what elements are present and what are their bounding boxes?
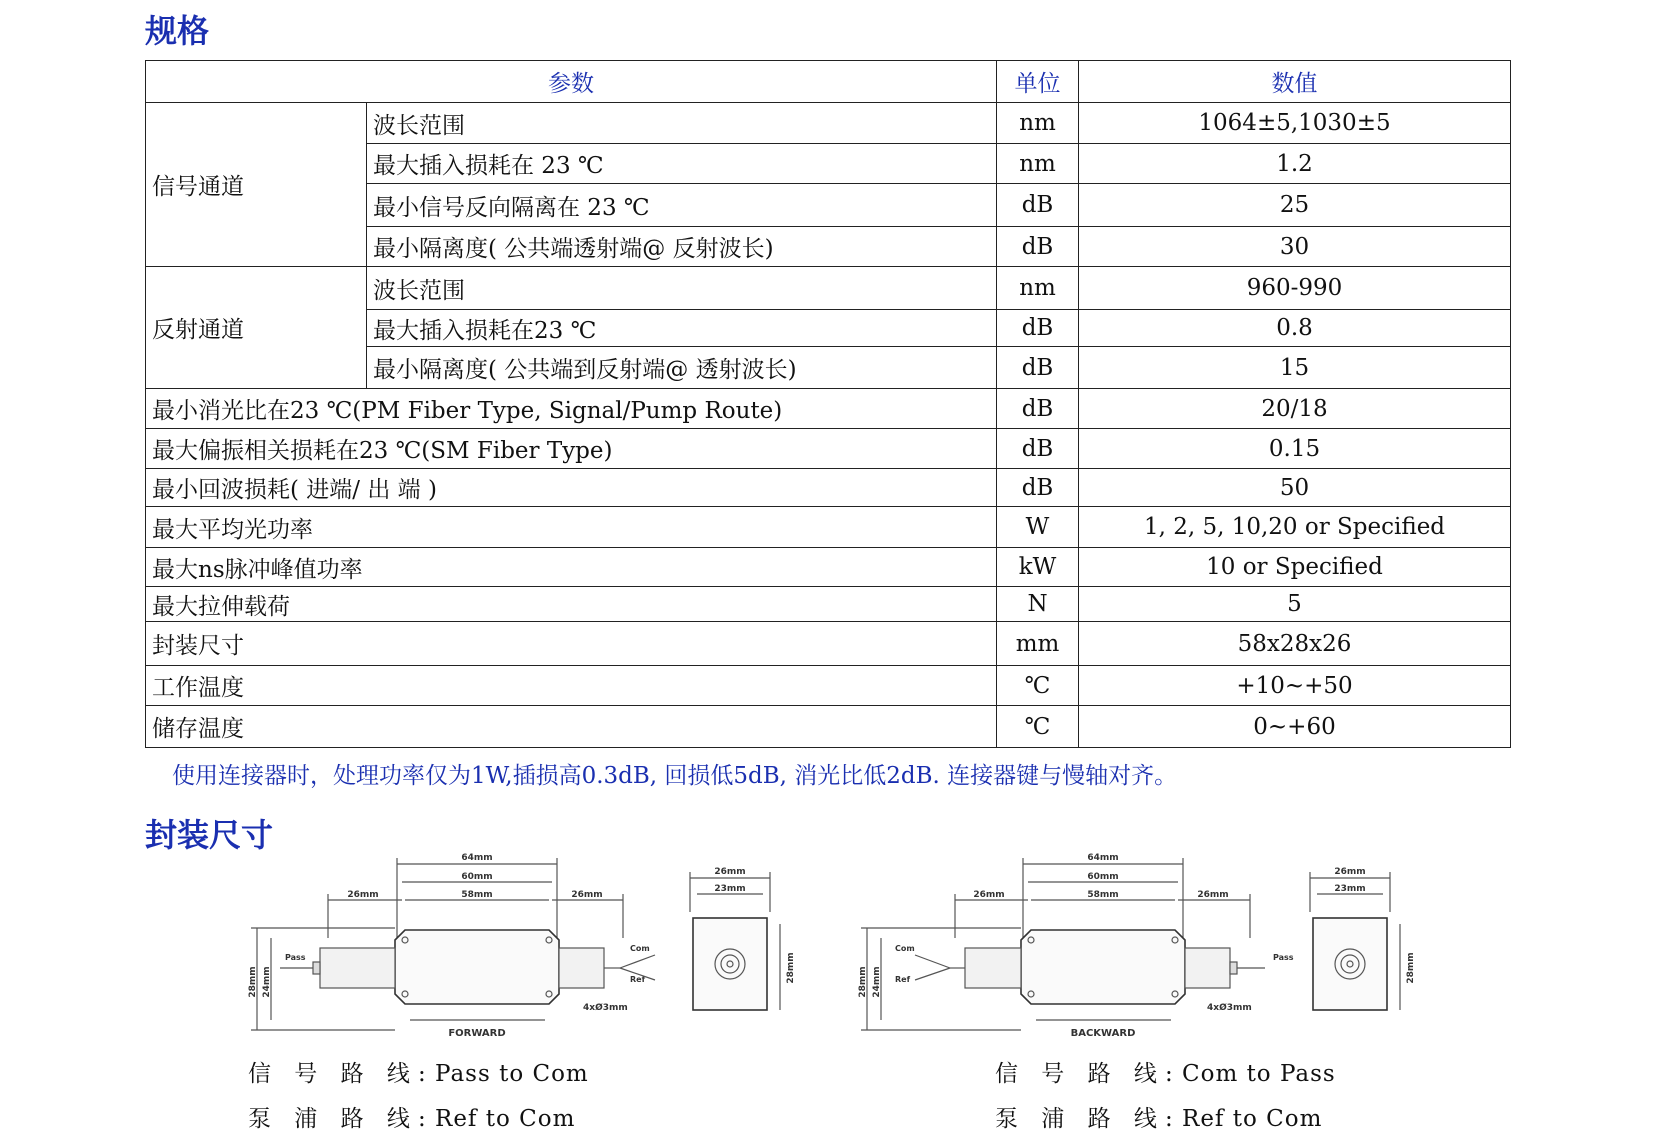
- param-cell: 最小隔离度( 公共端到反射端@ 透射波长): [367, 347, 997, 389]
- unit-cell: dB: [997, 389, 1079, 429]
- value-cell: +10~+50: [1079, 666, 1511, 706]
- param-cell: 工作温度: [146, 666, 997, 706]
- unit-cell: mm: [997, 622, 1079, 666]
- spec-table: [145, 60, 1511, 748]
- value-cell: 10 or Specified: [1079, 548, 1511, 587]
- dim-side-26: 26mm: [714, 867, 746, 877]
- value-cell: 1064±5,1030±5: [1079, 103, 1511, 144]
- dim-hole: 4xØ3mm: [583, 1003, 628, 1013]
- signal-route-value: Pass to Com: [435, 1061, 589, 1087]
- signal-route-label: 信 号 路 线: [248, 1061, 418, 1087]
- port-com: Com: [630, 944, 650, 953]
- dim-24: 24mm: [262, 966, 272, 998]
- value-cell: 20/18: [1079, 389, 1511, 429]
- dim-side-28: 28mm: [1406, 952, 1416, 984]
- unit-cell: N: [997, 587, 1079, 622]
- forward-drawing: [245, 850, 825, 1050]
- dim-60: 60mm: [461, 872, 493, 882]
- table-row: [146, 622, 1511, 666]
- dim-58: 58mm: [1087, 890, 1119, 900]
- backward-drawing: [855, 850, 1435, 1050]
- pump-route-value: Ref to Com: [1182, 1106, 1323, 1132]
- param-cell: 最小回波损耗( 进端/ 出 端 ): [146, 469, 997, 507]
- pump-route-value: Ref to Com: [435, 1106, 576, 1132]
- param-cell: 最小消光比在23 ℃(PM Fiber Type, Signal/Pump Route): [146, 389, 997, 429]
- unit-cell: dB: [997, 469, 1079, 507]
- port-pass: Pass: [1273, 953, 1294, 962]
- dim-24: 24mm: [872, 966, 882, 998]
- side-view: [690, 867, 796, 1010]
- dim-side-23: 23mm: [1334, 884, 1366, 894]
- package-heading: 封装尺寸: [145, 816, 274, 854]
- direction-label: FORWARD: [448, 1028, 506, 1039]
- dim-60: 60mm: [1087, 872, 1119, 882]
- signal-route-value: Com to Pass: [1182, 1061, 1336, 1087]
- value-cell: 0~+60: [1079, 706, 1511, 748]
- pump-route-label: 泵 浦 路 线: [248, 1106, 418, 1132]
- pump-route-label: 泵 浦 路 线: [995, 1106, 1165, 1132]
- table-row: [146, 587, 1511, 622]
- table-row: [146, 267, 1511, 310]
- table-row: [146, 507, 1511, 548]
- value-cell: 1.2: [1079, 144, 1511, 184]
- value-cell: 5: [1079, 587, 1511, 622]
- unit-cell: dB: [997, 184, 1079, 227]
- side-view: [1310, 867, 1416, 1010]
- device-body: [280, 930, 655, 1004]
- value-cell: 1, 2, 5, 10,20 or Specified: [1079, 507, 1511, 548]
- param-cell: 最大插入损耗在 23 ℃: [367, 144, 997, 184]
- unit-cell: dB: [997, 310, 1079, 347]
- unit-cell: dB: [997, 347, 1079, 389]
- param-cell: 最大偏振相关损耗在23 ℃(SM Fiber Type): [146, 429, 997, 469]
- unit-cell: ℃: [997, 706, 1079, 748]
- port-ref: Ref: [895, 975, 911, 984]
- table-row: [146, 548, 1511, 587]
- param-cell: 封装尺寸: [146, 622, 997, 666]
- value-cell: 50: [1079, 469, 1511, 507]
- spec-heading: 规格: [145, 12, 210, 50]
- value-cell: 30: [1079, 227, 1511, 267]
- left-signal-route: 信 号 路 线: Pass to Com: [248, 1061, 589, 1087]
- connector-note: 使用连接器时，处理功率仅为1W,插损高0.3dB, 回损低5dB, 消光比低2dB. 连接器键与慢轴对齐。: [172, 763, 1178, 789]
- unit-cell: nm: [997, 144, 1079, 184]
- device-body: [915, 930, 1265, 1004]
- dim-28: 28mm: [858, 966, 868, 998]
- dim-side-23: 23mm: [714, 884, 746, 894]
- dim-28: 28mm: [248, 966, 258, 998]
- dim-hole: 4xØ3mm: [1207, 1003, 1252, 1013]
- param-cell: 最大插入损耗在23 ℃: [367, 310, 997, 347]
- table-row: [146, 666, 1511, 706]
- param-cell: 最大平均光功率: [146, 507, 997, 548]
- unit-cell: nm: [997, 267, 1079, 310]
- port-pass: Pass: [285, 953, 306, 962]
- param-cell: 最大ns脉冲峰值功率: [146, 548, 997, 587]
- dim-side-28: 28mm: [786, 952, 796, 984]
- dim-side-26: 26mm: [1334, 867, 1366, 877]
- value-cell: 25: [1079, 184, 1511, 227]
- direction-label: BACKWARD: [1070, 1028, 1136, 1039]
- value-cell: 960-990: [1079, 267, 1511, 310]
- dim-26-right: 26mm: [1197, 890, 1229, 900]
- param-cell: 最大拉伸载荷: [146, 587, 997, 622]
- value-cell: 15: [1079, 347, 1511, 389]
- port-com: Com: [895, 944, 915, 953]
- value-cell: 58x28x26: [1079, 622, 1511, 666]
- unit-cell: dB: [997, 429, 1079, 469]
- value-cell: 0.8: [1079, 310, 1511, 347]
- group-label-reflect: 反射通道: [146, 267, 367, 389]
- unit-cell: nm: [997, 103, 1079, 144]
- right-signal-route: 信 号 路 线: Com to Pass: [995, 1061, 1336, 1087]
- dim-64: 64mm: [461, 853, 493, 863]
- unit-cell: ℃: [997, 666, 1079, 706]
- header-unit: 单位: [997, 61, 1079, 103]
- unit-cell: dB: [997, 227, 1079, 267]
- dim-64: 64mm: [1087, 853, 1119, 863]
- right-pump-route: 泵 浦 路 线: Ref to Com: [995, 1106, 1323, 1132]
- header-value: 数值: [1079, 61, 1511, 103]
- dim-58: 58mm: [461, 890, 493, 900]
- header-param: 参数: [146, 61, 997, 103]
- value-cell: 0.15: [1079, 429, 1511, 469]
- table-row: [146, 469, 1511, 507]
- group-label-signal: 信号通道: [146, 103, 367, 267]
- port-ref: Ref: [630, 975, 646, 984]
- table-header-row: [146, 61, 1511, 103]
- table-row: [146, 429, 1511, 469]
- dim-26-left: 26mm: [347, 890, 379, 900]
- dim-26-right: 26mm: [571, 890, 603, 900]
- dim-26-left: 26mm: [973, 890, 1005, 900]
- left-pump-route: 泵 浦 路 线: Ref to Com: [248, 1106, 576, 1132]
- table-row: [146, 389, 1511, 429]
- param-cell: 最小隔离度( 公共端透射端@ 反射波长): [367, 227, 997, 267]
- unit-cell: W: [997, 507, 1079, 548]
- param-cell: 波长范围: [367, 103, 997, 144]
- signal-route-label: 信 号 路 线: [995, 1061, 1165, 1087]
- unit-cell: kW: [997, 548, 1079, 587]
- table-row: [146, 706, 1511, 748]
- table-row: [146, 103, 1511, 144]
- param-cell: 波长范围: [367, 267, 997, 310]
- param-cell: 最小信号反向隔离在 23 ℃: [367, 184, 997, 227]
- param-cell: 储存温度: [146, 706, 997, 748]
